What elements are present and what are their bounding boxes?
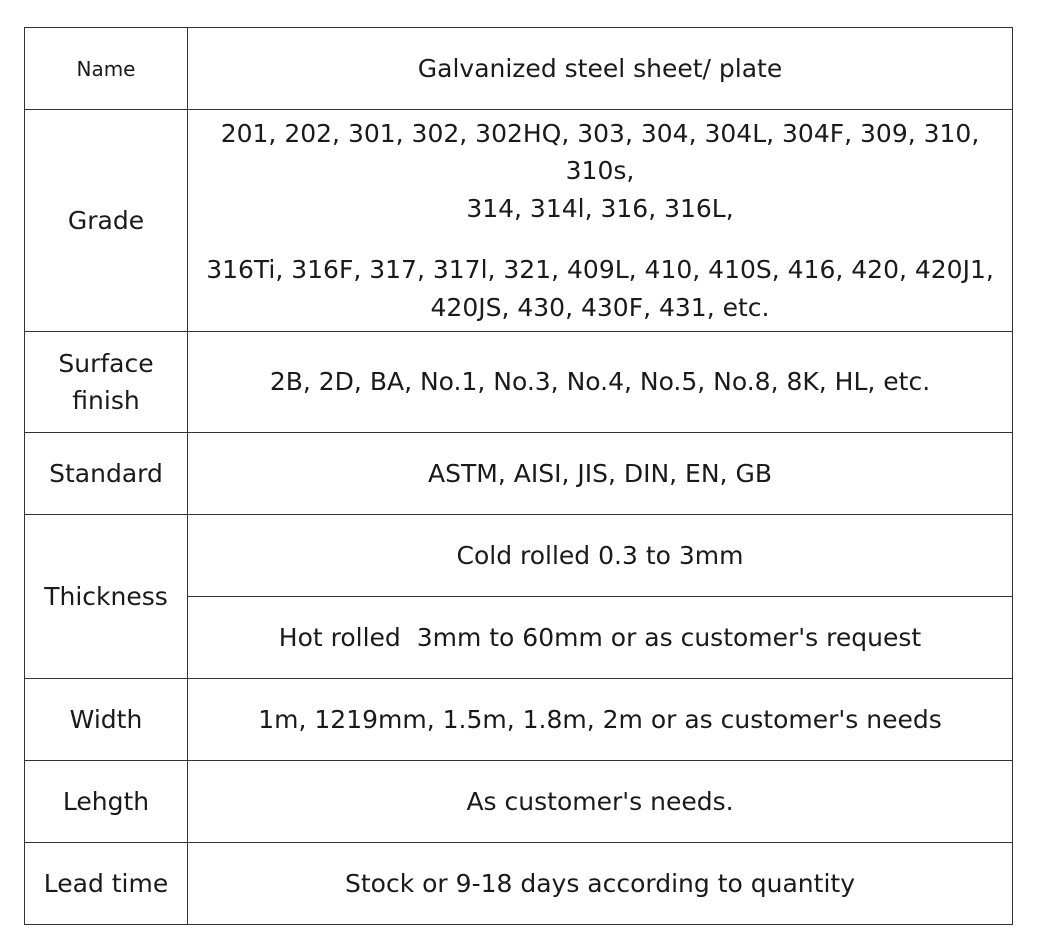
surface-label-line-1: Surface [58, 348, 154, 378]
table-row-thickness-cold [25, 515, 1013, 597]
surface-label-line-2: finish [72, 386, 140, 415]
value-thickness-hot: Hot rolled 3mm to 60mm or as customer's request [188, 597, 1013, 679]
table-row-lead-time [25, 843, 1013, 925]
value-width: 1m, 1219mm, 1.5m, 1.8m, 2m or as customer's needs [188, 679, 1013, 761]
label-grade: Grade [25, 110, 188, 332]
table-row-surface-finish [25, 332, 1013, 433]
spec-table [24, 27, 1013, 925]
grade-line-1: 201, 202, 301, 302, 302HQ, 303, 304, 304L, 304F, 309, 310, 310s, [220, 118, 980, 186]
value-name: Galvanized steel sheet/ plate [188, 28, 1013, 110]
label-surface-finish [25, 332, 188, 433]
label-lead-time: Lead time [25, 843, 188, 925]
value-standard: ASTM, AISI, JIS, DIN, EN, GB [188, 433, 1013, 515]
label-thickness: Thickness [25, 515, 188, 679]
table-row-length [25, 761, 1013, 843]
table-row-name [25, 28, 1013, 110]
table-row-width [25, 679, 1013, 761]
grade-gap [196, 227, 1004, 251]
table-row-grade [25, 110, 1013, 332]
table-row-standard [25, 433, 1013, 515]
label-name: Name [25, 28, 188, 110]
label-length: Lehgth [25, 761, 188, 843]
value-lead-time: Stock or 9-18 days according to quantity [188, 843, 1013, 925]
label-standard: Standard [25, 433, 188, 515]
value-thickness-cold: Cold rolled 0.3 to 3mm [188, 515, 1013, 597]
label-width: Width [25, 679, 188, 761]
value-surface-finish: 2B, 2D, BA, No.1, No.3, No.4, No.5, No.8, 8K, HL, etc. [188, 332, 1013, 433]
value-length: As customer's needs. [188, 761, 1013, 843]
grade-line-2: 314, 314l, 316, 316L, [466, 193, 734, 223]
grade-line-3: 316Ti, 316F, 317, 317l, 321, 409L, 410, 410S, 416, 420, 420J1, [206, 255, 994, 285]
grade-line-4: 420JS, 430, 430F, 431, etc. [430, 292, 770, 322]
value-grade [188, 110, 1013, 332]
